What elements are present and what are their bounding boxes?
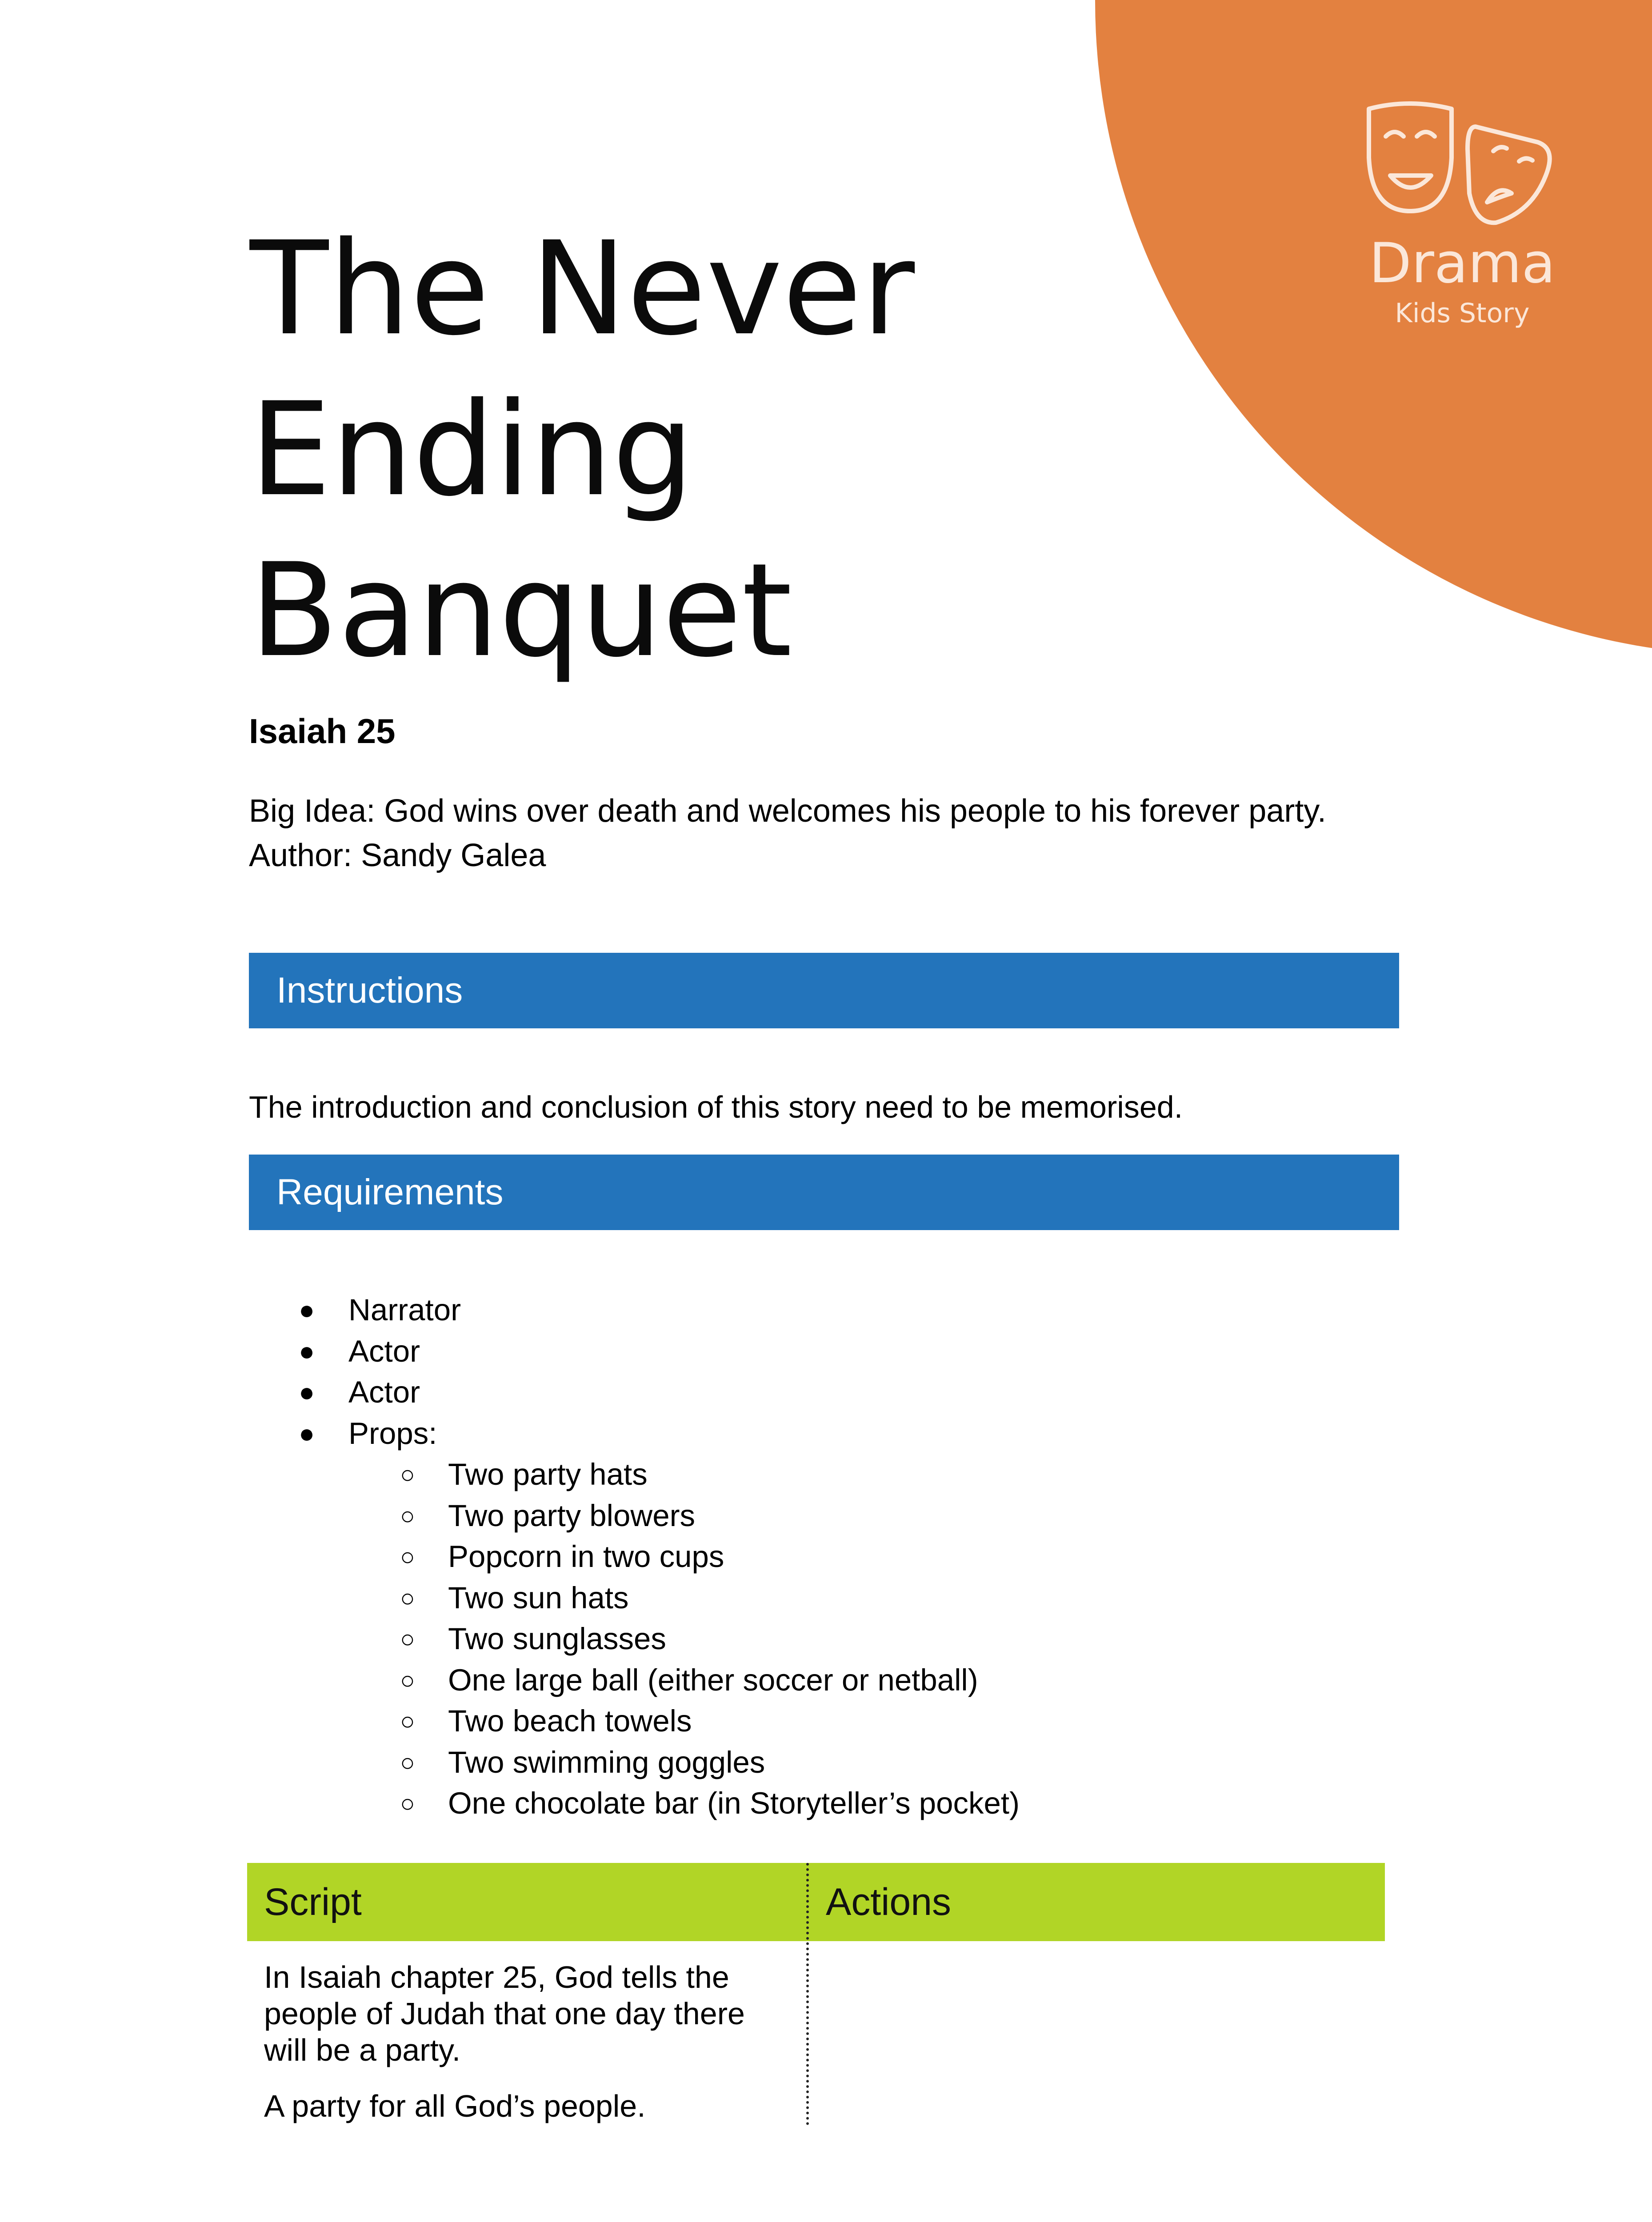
list-item: ● Actor (0, 1372, 1333, 1413)
prop-item: ○ Two swimming goggles (0, 1742, 1333, 1783)
theatre-masks-icon (1364, 96, 1560, 233)
script-cell (264, 1959, 788, 2144)
prop-item: ○ One chocolate bar (in Storyteller’s pocket) (0, 1783, 1333, 1824)
list-item: ● Actor (0, 1331, 1333, 1372)
circle-bullet-icon: ○ (400, 1460, 415, 1488)
story-meta (249, 789, 1404, 878)
prop-item: ○ Two sun hats (0, 1578, 1333, 1619)
title-line: Ending (250, 375, 694, 525)
title-line: The Never (250, 214, 915, 364)
prop-item: ○ Two party blowers (0, 1495, 1333, 1537)
prop-item: ○ One large ball (either soccer or netball) (0, 1660, 1333, 1701)
requirements-heading: Requirements (249, 1155, 1399, 1230)
instructions-heading: Instructions (249, 953, 1399, 1028)
circle-bullet-icon: ○ (400, 1789, 415, 1817)
scripture-reference: Isaiah 25 (249, 711, 396, 751)
requirements-list (0, 1290, 1333, 1824)
prop-item: ○ Two party hats (0, 1454, 1333, 1495)
author: Author: Sandy Galea (249, 838, 546, 873)
drama-badge (1360, 96, 1564, 327)
circle-bullet-icon: ○ (400, 1501, 415, 1530)
big-idea: Big Idea: God wins over death and welcomes his people to his forever party. (249, 793, 1326, 829)
circle-bullet-icon: ○ (400, 1543, 415, 1571)
column-divider (806, 1863, 809, 2125)
title-line: Banquet (250, 536, 792, 686)
script-line: A party for all God’s people. (264, 2089, 646, 2123)
prop-item: ○ Two beach towels (0, 1701, 1333, 1742)
badge-title: Drama (1369, 232, 1556, 296)
prop-item: ○ Two sunglasses (0, 1619, 1333, 1660)
actions-column-header: Actions (808, 1863, 1385, 1941)
page-title (250, 209, 1094, 691)
badge-subtitle: Kids Story (1395, 298, 1530, 329)
list-item: ● Narrator (0, 1290, 1333, 1331)
bullet-icon: ● (299, 1377, 315, 1407)
circle-bullet-icon: ○ (400, 1707, 415, 1735)
prop-item: ○ Popcorn in two cups (0, 1536, 1333, 1578)
script-column-header: Script (247, 1863, 808, 1941)
bullet-icon: ● (299, 1418, 315, 1448)
circle-bullet-icon: ○ (400, 1583, 415, 1612)
bullet-icon: ● (299, 1295, 315, 1325)
list-item: ● Props: (0, 1413, 1333, 1455)
circle-bullet-icon: ○ (400, 1625, 415, 1653)
bullet-icon: ● (299, 1336, 315, 1366)
circle-bullet-icon: ○ (400, 1666, 415, 1694)
script-line: In Isaiah chapter 25, God tells the people of Judah that one day there will be a party. (264, 1960, 745, 2067)
instructions-text: The introduction and conclusion of this story need to be memorised. (249, 1090, 1183, 1124)
circle-bullet-icon: ○ (400, 1748, 415, 1776)
